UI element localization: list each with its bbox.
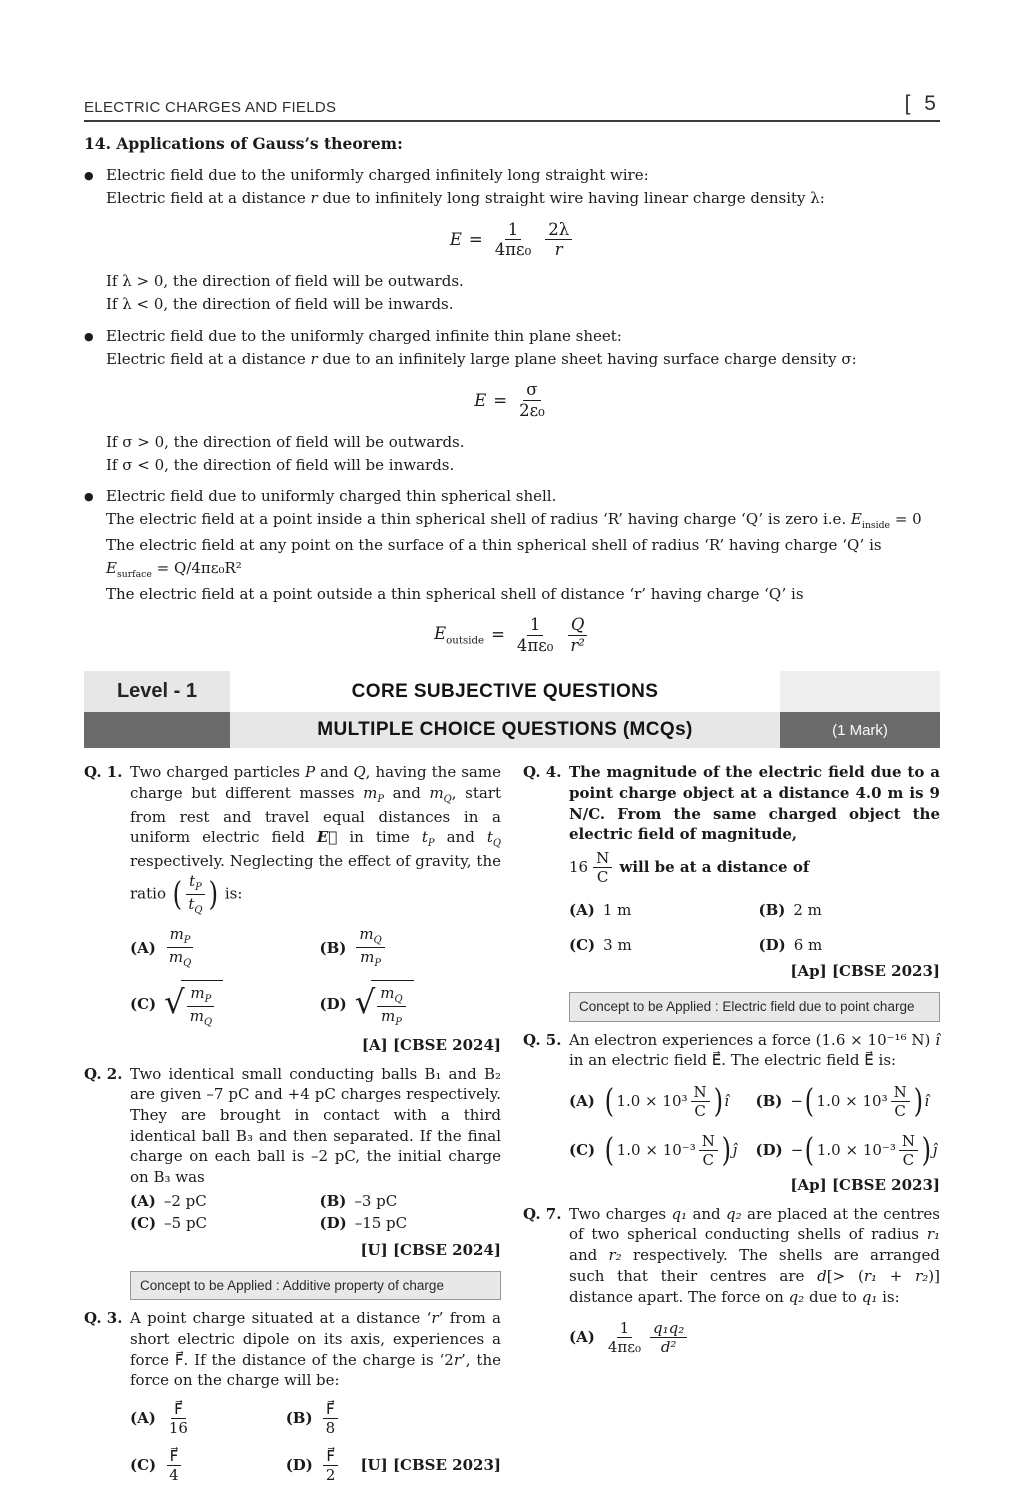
question-number: Q. 5. (523, 1030, 562, 1049)
option-b: (B) $\frac{F⃗}{8}$ (286, 1400, 501, 1437)
question-number: Q. 3. (84, 1309, 123, 1328)
fraction: $\frac{\sigma}{\text{2ε₀}}$ (519, 380, 545, 420)
formula-wire (84, 220, 940, 261)
banner-right-block (780, 671, 940, 712)
bullet-icon: ● (84, 329, 94, 343)
options (130, 1191, 501, 1234)
text-line: Electric field due to the uniformly charged infinitely long straight wire: (106, 166, 649, 185)
notes-section (84, 132, 940, 655)
question-4 (523, 762, 940, 1021)
option-b: (B) 2 m (758, 901, 822, 920)
text-line: If λ < 0, the direction of field will be inwards. (106, 295, 454, 314)
option-b: (B) − ( 1.0 × 10³ $\frac{N}{C}$ ) î (755, 1082, 930, 1121)
option-a: (A) $\frac{m_P}{m_Q}$ (130, 925, 312, 970)
option-a: (A) ( 1.0 × 10³ $\frac{N}{C}$ ) î (569, 1082, 730, 1121)
square-root: √ $\frac{m_Q}{m_P}$ (355, 980, 414, 1029)
options (130, 925, 501, 1029)
fraction: $\frac{1}{\text{4πε₀}}$ (516, 614, 554, 655)
bullet-icon: ● (84, 490, 94, 504)
text-line: Electric field at a distance r due to an infinitely large plane sheet having surface charge density σ: (106, 349, 857, 368)
text-line: Electric field due to the uniformly charged infinite thin plane sheet: (106, 326, 622, 345)
text-line: If σ > 0, the direction of field will be outwards. (106, 432, 465, 451)
bullet-shell (84, 485, 940, 606)
option-c: (C) ( 1.0 × 10⁻³ $\frac{N}{C}$ ) ĵ (569, 1131, 738, 1170)
i-hat: î (935, 1030, 940, 1049)
option-b: (B) $\frac{m_Q}{m_P}$ (320, 925, 502, 970)
options (569, 900, 940, 955)
page-header (84, 92, 940, 122)
marking-tag: [Ap] [CBSE 2023] (790, 1176, 940, 1195)
math-symbol: E (474, 390, 487, 410)
question-1 (84, 762, 501, 1055)
question-text-line2: 16 $\frac{N}{C}$ will be at a distance of (569, 849, 810, 887)
question-7 (523, 1204, 940, 1356)
text-line: If λ > 0, the direction of field will be outwards. (106, 272, 464, 291)
mcq-title: MULTIPLE CHOICE QUESTIONS (MCQs) (230, 712, 780, 748)
formula-shell-outside (84, 615, 940, 656)
bullet-icon: ● (84, 169, 94, 183)
equals-sign: = (468, 230, 483, 250)
text-line: $E_{surface} = Q/4\pi\varepsilon_0R^2$ (106, 559, 242, 581)
math-symbol: E (449, 230, 462, 250)
question-number: Q. 7. (523, 1204, 562, 1223)
question-number: Q. 2. (84, 1064, 123, 1083)
core-subjective-title: CORE SUBJECTIVE QUESTIONS (351, 680, 659, 702)
options (569, 1319, 940, 1356)
question-text: The magnitude of the electric field due to a point charge object at a distance 4.0 m is 9 N/C. From the same charged object the electric field of magnitude, (569, 763, 940, 844)
options (569, 1083, 940, 1169)
vector-E: E⃗ (864, 1051, 874, 1070)
concept-box: Concept to be Applied : Electric field due to point charge (569, 992, 940, 1022)
option-d: (D) 6 m (758, 935, 823, 954)
ratio-fraction: ( $\frac{t_P}{t_Q}$ ) (172, 871, 219, 916)
fraction: $\frac{Q}{\text{r²}}$ (567, 615, 588, 656)
bullet-wire (84, 164, 940, 211)
text-line: Electric field at a distance r due to infinitely long straight wire having linear charge density λ: (106, 189, 825, 208)
marking-tag: [U] [CBSE 2023] (360, 1456, 501, 1475)
marking-tag: [Ap] [CBSE 2023] (790, 962, 940, 981)
option-c: (C) 3 m (569, 935, 632, 954)
formula-sheet (84, 380, 940, 421)
bullet-sheet (84, 325, 940, 372)
chapter-title: ELECTRIC CHARGES AND FIELDS (84, 99, 337, 116)
equals-sign: = (493, 390, 508, 410)
option-a: (A) $\frac{F⃗}{16}$ (130, 1400, 188, 1438)
left-column (84, 762, 501, 1492)
option-a: (A) –2 pC (130, 1191, 207, 1210)
question-5 (523, 1030, 940, 1196)
marking-tag: [A] [CBSE 2024] (361, 1035, 501, 1054)
equals-sign: = (491, 625, 505, 645)
section-title: 14. Applications of Gauss’s theorem: (84, 134, 403, 153)
option-d: (D) $\frac{F⃗}{2}$ [U] [CBSE 2023] (285, 1447, 501, 1485)
question-number: Q. 4. (523, 763, 562, 782)
option-d: (D) √ $\frac{m_Q}{m_P}$ (320, 980, 502, 1029)
fraction: $\frac{1}{\text{4πε₀}}$ (494, 219, 532, 260)
questions-area (84, 762, 940, 1492)
vector-F: F⃗ (174, 1350, 184, 1369)
question-text: A point charge situated at a distance ‘r’ from a short electric dipole on its axis, experiences a force F⃗. If the distance of the charge is ‘2r’, the force on the charge will be: (130, 1309, 501, 1390)
text-line: The electric field at a point inside a thin spherical shell of radius ‘R’ having charge ‘Q’ is zero i.e. $E_{inside} = 0$ (106, 510, 922, 532)
option-d: (D) –15 pC (319, 1214, 408, 1233)
option-c: (C) –5 pC (130, 1214, 208, 1233)
coefficient: 16 (569, 858, 589, 877)
fraction: $\frac{2\lambda}{r}$ (545, 220, 572, 261)
page-number: [ 5 (904, 92, 940, 115)
level-label: Level - 1 (84, 671, 230, 712)
concept-box: Concept to be Applied : Additive property of charge (130, 1271, 501, 1301)
option-c: (C) $\frac{F⃗}{4}$ (130, 1447, 278, 1484)
text-line: Electric field due to uniformly charged thin spherical shell. (106, 487, 557, 506)
option-d: (D) − ( 1.0 × 10⁻³ $\frac{N}{C}$ ) ĵ (755, 1131, 938, 1170)
option-c: (C) √ $\frac{m_P}{m_Q}$ (130, 980, 312, 1029)
right-column (523, 762, 940, 1492)
option-a: (A) $\frac{1}{\text{4πε₀}}$ $\frac{\text{q₁q₂}}{\text{d²}}$ (569, 1319, 751, 1356)
math-symbol: $E_{outside}$ (434, 623, 485, 647)
question-number: Q. 1. (84, 763, 123, 782)
question-text: An electron experiences a force (1.6 × 10⁻¹⁶ N) î in an electric field E⃗. The electric field E⃗ is: (569, 1030, 940, 1070)
option-a: (A) 1 m (569, 901, 632, 920)
text-line: The electric field at any point on the surface of a thin spherical shell of radius ‘R’ having charge ‘Q’ is (106, 535, 882, 554)
square-root: √ $\frac{m_P}{m_Q}$ (164, 980, 223, 1029)
marking-tag: [U] [CBSE 2024] (360, 1241, 501, 1260)
vector-E: E⃗ (711, 1051, 722, 1070)
level-banner (84, 671, 940, 748)
question-text: Two charged particles P and Q, having the same charge but different masses $m_P$ and $m_Q$, start from rest and travel equal distances in a uniform electric field E⃗ in time $t_P$ and $t_Q$ respectively. Neglecting the effect of gravity, the ratio ( $\frac{t_P}{t_Q}$ ) is: (130, 763, 502, 916)
text-line: If σ < 0, the direction of field will be inwards. (106, 455, 455, 474)
text-line: The electric field at a point outside a thin spherical shell of distance ‘r’ having charge ‘Q’ is (106, 584, 804, 603)
banner-dark-block (84, 712, 230, 748)
options (130, 1400, 501, 1484)
question-3 (84, 1308, 501, 1484)
option-b: (B) –3 pC (319, 1191, 398, 1210)
question-text: Two identical small conducting balls B₁ and B₂ are given –7 pC and +4 pC charges respectively. They are brought in contact with a third identical ball B₃ and then separated. If the final charge on each ball is –2 pC, the initial charge on B₃ was (130, 1064, 501, 1187)
vector-E: E⃗ (316, 828, 338, 847)
question-2 (84, 1064, 501, 1301)
mark-badge: (1 Mark) (780, 712, 940, 748)
question-text: Two charges q₁ and q₂ are placed at the centres of two spherical conducting shells of radius r₁ and r₂ respectively. The shells are arranged such that their centres are d[> (r₁ + r₂)] distance apart. The force on q₂ due to q₁ is: (569, 1204, 941, 1306)
